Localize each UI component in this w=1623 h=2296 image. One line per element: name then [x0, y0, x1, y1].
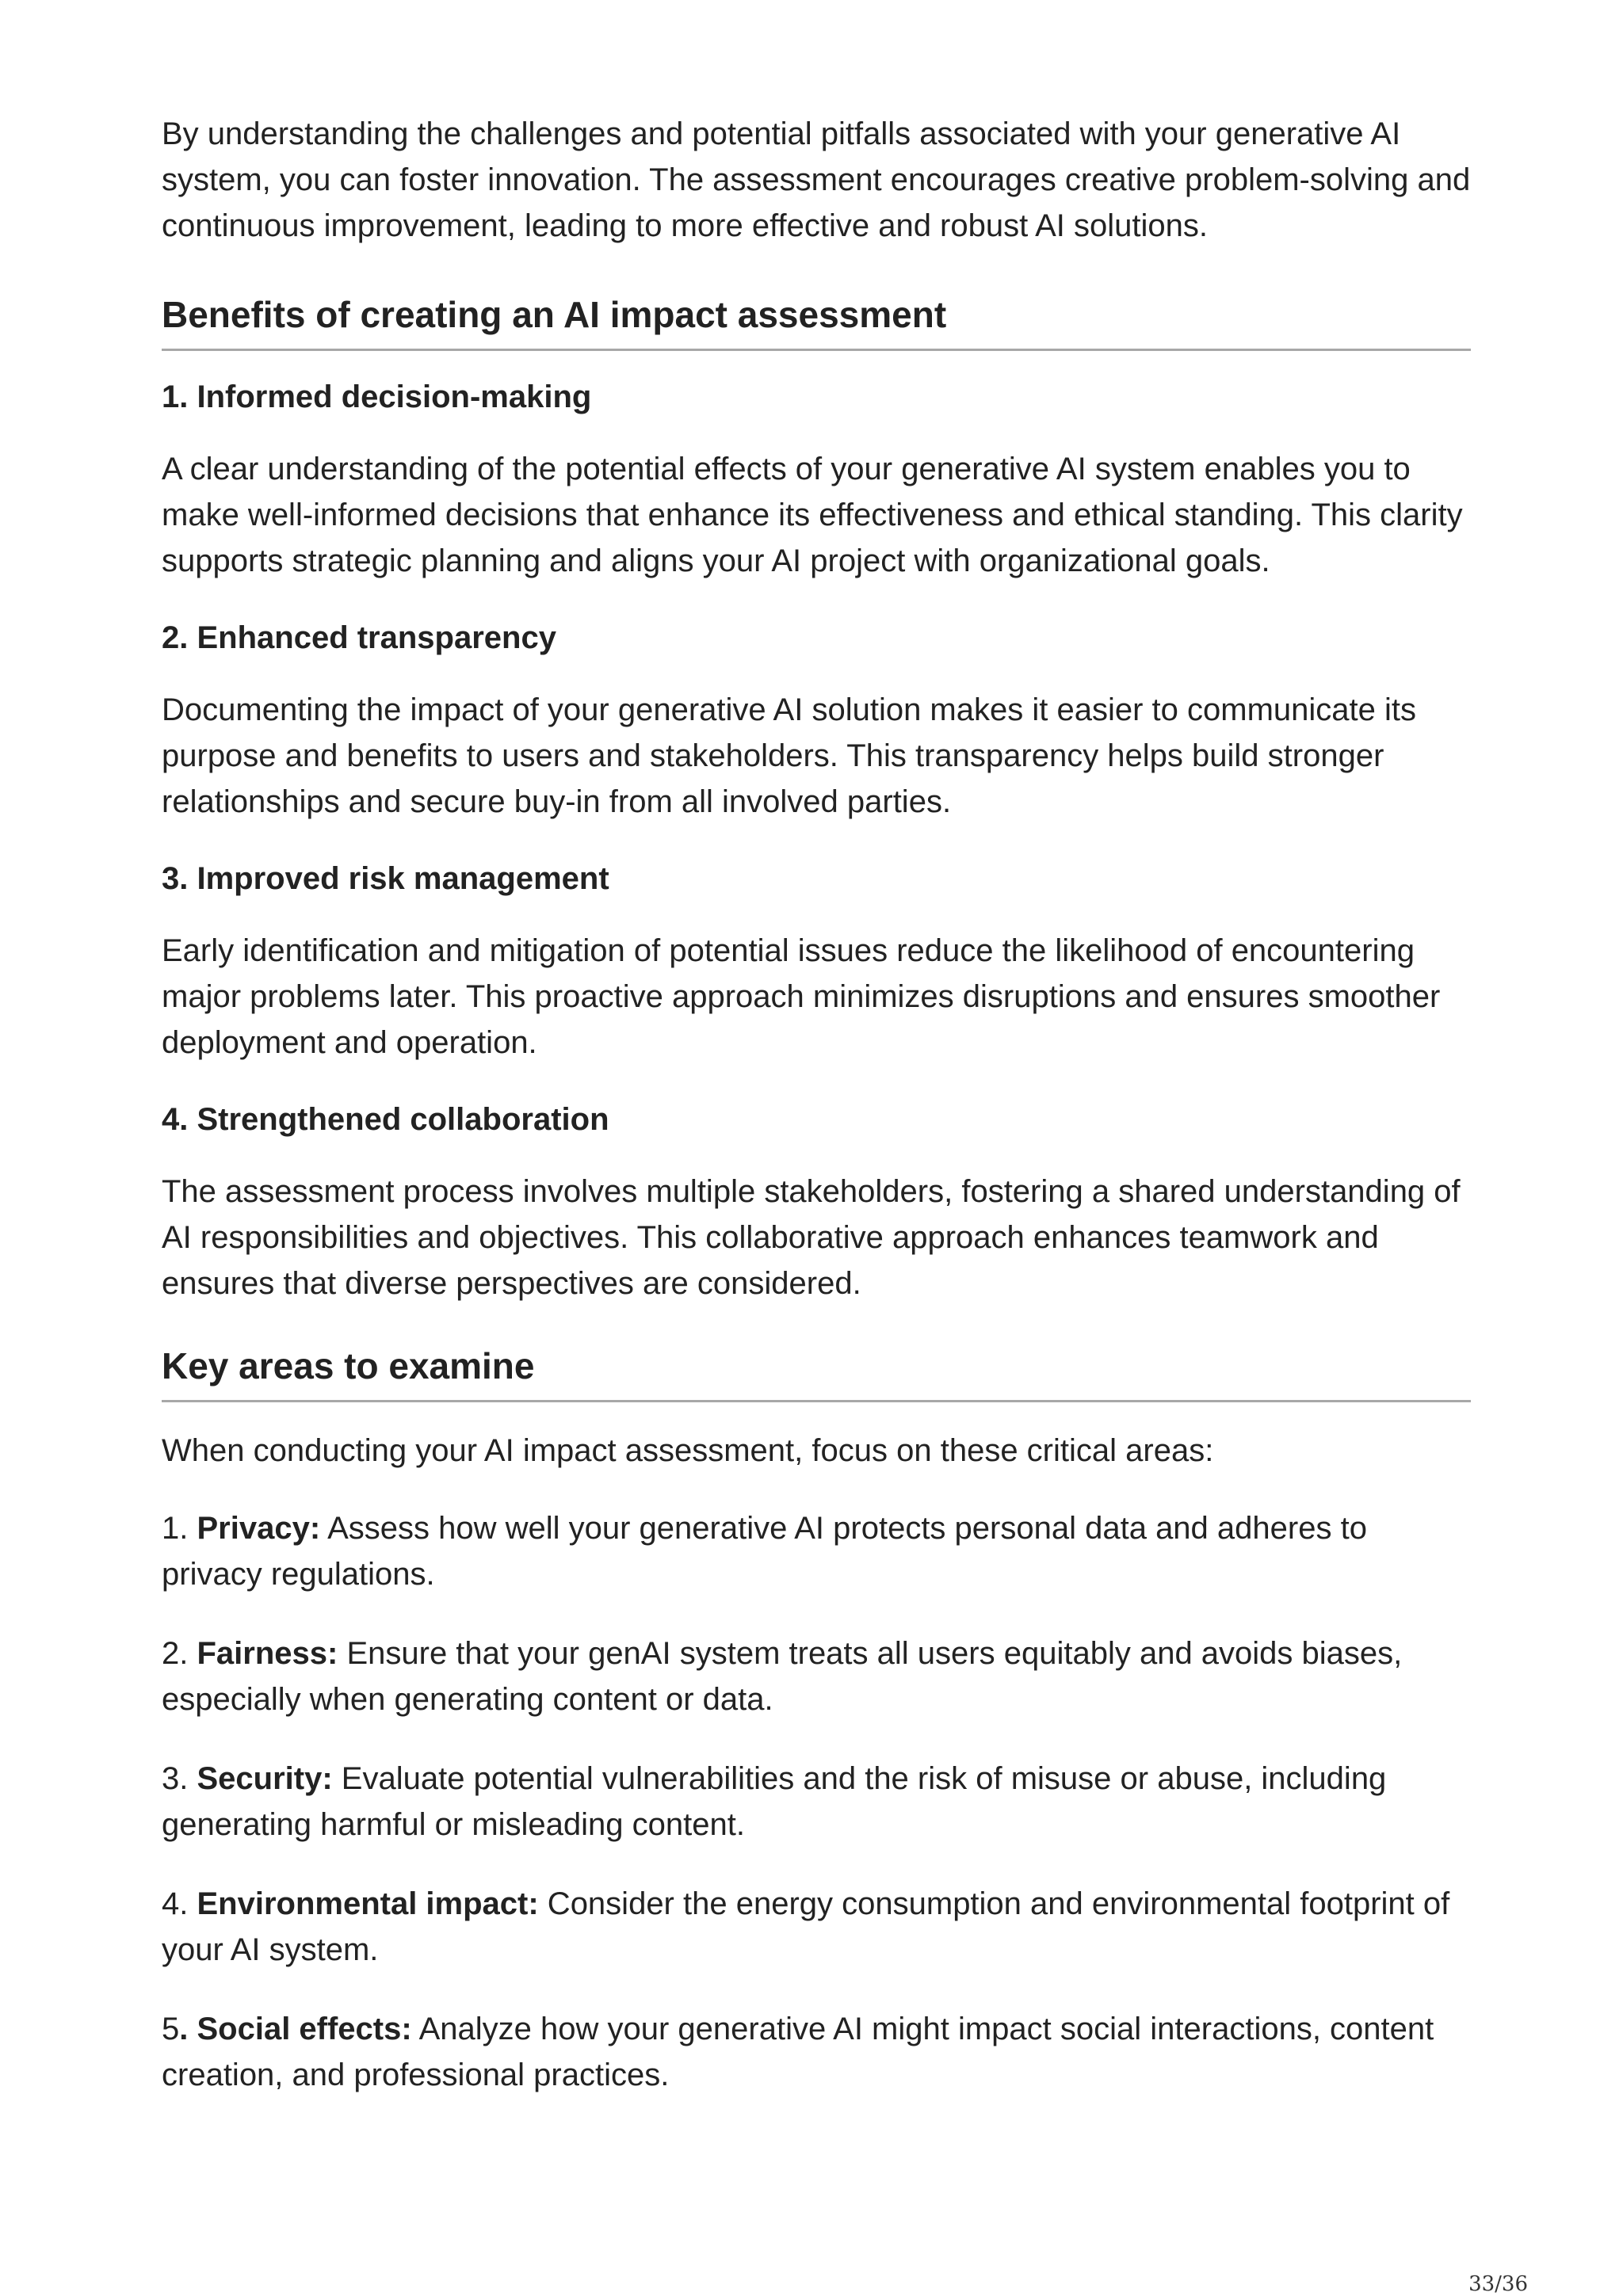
benefit-text: The assessment process involves multiple stakeholders, fostering a shared understanding of AI responsibilities and objectives. This collaborative approach enhances teamwork and ensures that diverse perspectives are considered.: [162, 1174, 1461, 1301]
area-term: Privacy:: [197, 1511, 321, 1546]
benefit-title: 3. Improved risk management: [162, 861, 609, 896]
page-number: 33/36: [1468, 2272, 1528, 2296]
area-number: 3.: [162, 1761, 197, 1796]
area-term: Security:: [197, 1761, 333, 1796]
benefit-item: [162, 617, 1471, 825]
area-item-fairness: [162, 1630, 1471, 1722]
intro-paragraph: By understanding the challenges and potential pitfalls associated with your generative AI system, you can foster innovation. The assessment encourages creative problem-solving and continuous improvement, leading to more effective and robust AI solutions.: [162, 116, 1471, 243]
benefit-title: 4. Strengthened collaboration: [162, 1102, 609, 1137]
area-item-security: [162, 1756, 1471, 1848]
benefit-text: Documenting the impact of your generative AI solution makes it easier to communicate its purpose and benefits to users and stakeholders. This transparency helps build stronger relationships and secure buy-in from all involved parties.: [162, 692, 1416, 819]
areas-heading: Key areas to examine: [162, 1340, 1471, 1402]
area-number: 4.: [162, 1886, 197, 1921]
area-item-social-effects: [162, 2006, 1471, 2098]
benefit-text: A clear understanding of the potential effects of your generative AI system enables you to make well-informed decisions that enhance its effectiveness and ethical standing. This clarity supports strategic planning and aligns your AI project with organizational goals.: [162, 452, 1463, 578]
area-number: 1.: [162, 1511, 197, 1546]
benefit-title: 1. Informed decision-making: [162, 379, 592, 414]
benefit-item: [162, 1099, 1471, 1306]
area-term: Environmental impact:: [197, 1886, 539, 1921]
area-item-privacy: [162, 1505, 1471, 1597]
area-text: Evaluate potential vulnerabilities and the risk of misuse or abuse, including generating harmful or misleading content.: [162, 1761, 1387, 1842]
area-text: Ensure that your genAI system treats all users equitably and avoids biases, especially when generating content or data.: [162, 1636, 1403, 1717]
area-number: 5: [162, 2012, 180, 2046]
benefit-item: [162, 376, 1471, 584]
areas-intro: When conducting your AI impact assessment, focus on these critical areas:: [162, 1433, 1214, 1468]
document-body: [162, 111, 1471, 2131]
area-number: 2.: [162, 1636, 197, 1671]
benefit-item: [162, 858, 1471, 1066]
benefit-title: 2. Enhanced transparency: [162, 620, 556, 655]
area-text: Analyze how your generative AI might impact social interactions, content creation, and professional practices.: [162, 2012, 1434, 2092]
area-text: Assess how well your generative AI protects personal data and adheres to privacy regulations.: [162, 1511, 1367, 1592]
benefits-heading: Benefits of creating an AI impact assessment: [162, 288, 1471, 351]
area-term: . Social effects:: [179, 2012, 412, 2046]
area-item-environmental-impact: [162, 1881, 1471, 1973]
area-term: Fairness:: [197, 1636, 338, 1671]
area-text: Consider the energy consumption and environmental footprint of your AI system.: [162, 1886, 1450, 1967]
benefit-text: Early identification and mitigation of potential issues reduce the likelihood of encountering major problems later. This proactive approach minimizes disruptions and ensures smoother deployment and operation.: [162, 933, 1441, 1060]
